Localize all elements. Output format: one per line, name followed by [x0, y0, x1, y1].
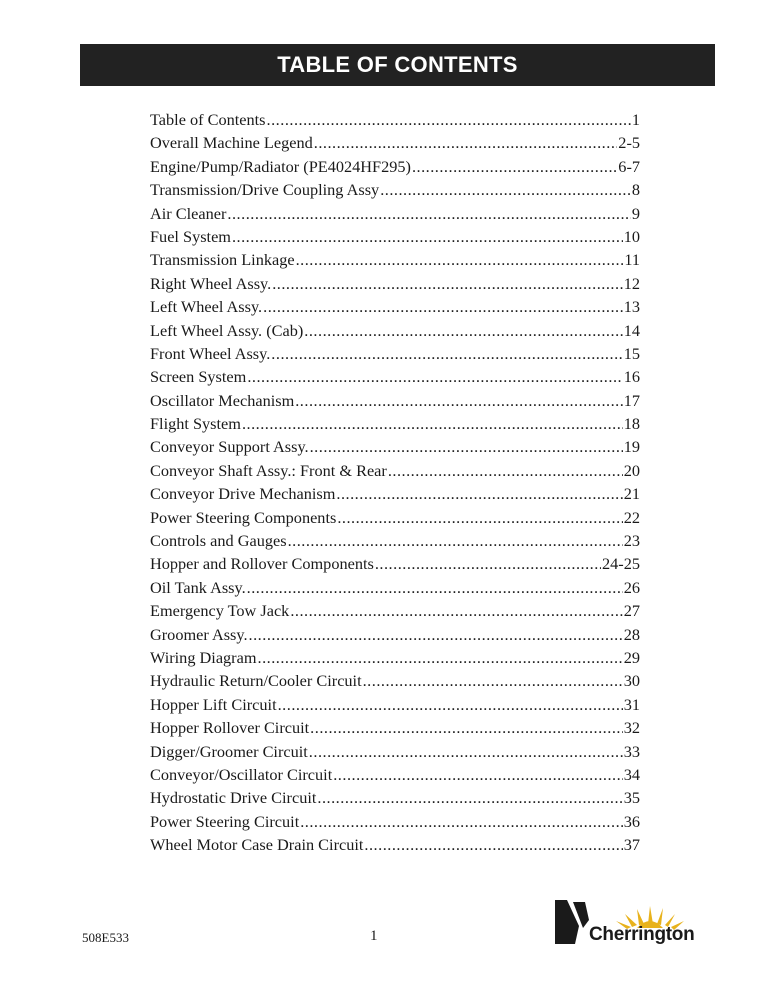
dot-leader [317, 786, 622, 809]
toc-entry [150, 295, 640, 318]
dot-leader [271, 342, 622, 365]
dot-leader [310, 716, 623, 739]
toc-entry-title: Conveyor Shaft Assy.: Front & Rear [150, 460, 387, 480]
toc-entry-page: 2-5 [618, 133, 640, 153]
toc-entry [150, 599, 640, 622]
toc-entry [150, 716, 640, 739]
dot-leader [333, 763, 622, 786]
toc-entry-title: Fuel System [150, 226, 231, 246]
toc-entry [150, 646, 640, 669]
dot-leader [388, 459, 623, 482]
toc-entry-page: 10 [623, 226, 640, 246]
toc-entry-page: 17 [623, 390, 640, 410]
toc-entry-title: Wiring Diagram [150, 647, 257, 667]
toc-entry-title: Transmission/Drive Coupling Assy [150, 180, 380, 200]
toc-entry-title: Emergency Tow Jack [150, 601, 290, 621]
toc-entry-title: Oil Tank Assy. [150, 577, 246, 597]
toc-entry [150, 342, 640, 365]
toc-entry-page: 14 [623, 320, 640, 340]
toc-entry-page: 13 [623, 297, 640, 317]
toc-entry-title: Flight System [150, 414, 241, 434]
title-banner [80, 44, 715, 86]
toc-entry-title: Right Wheel Assy. [150, 273, 272, 293]
toc-entry [150, 482, 640, 505]
toc-entry-title: Hopper and Rollover Components [150, 554, 374, 574]
toc-entry [150, 459, 640, 482]
toc-entry-page: 33 [623, 741, 640, 761]
document-code: 508E533 [82, 930, 129, 945]
dot-leader [363, 669, 623, 692]
toc-entry [150, 155, 640, 178]
toc-entry [150, 623, 640, 646]
toc-entry-page: 16 [623, 367, 640, 387]
dot-leader [249, 623, 623, 646]
toc-entry-page: 28 [623, 624, 640, 644]
dot-leader [337, 506, 622, 529]
toc-entry-page: 9 [631, 203, 640, 223]
toc-entry [150, 529, 640, 552]
toc-entry-title: Power Steering Circuit [150, 811, 300, 831]
dot-leader [247, 576, 623, 599]
toc-entry-title: Groomer Assy. [150, 624, 248, 644]
toc-entry-page: 30 [623, 671, 640, 691]
toc-entry-page: 24-25 [602, 554, 640, 574]
dot-leader [310, 435, 623, 458]
toc-entry-page: 11 [624, 250, 640, 270]
toc-entry [150, 810, 640, 833]
toc-entry-title: Air Cleaner [150, 203, 227, 223]
dot-leader [232, 225, 623, 248]
toc-entry [150, 412, 640, 435]
toc-entry-page: 18 [623, 414, 640, 434]
dot-leader [258, 646, 623, 669]
dot-leader [263, 295, 623, 318]
toc-entry-page: 22 [623, 507, 640, 527]
toc-entry-title: Power Steering Components [150, 507, 337, 527]
toc-entry [150, 319, 640, 342]
toc-entry-title: Hopper Lift Circuit [150, 694, 277, 714]
toc-entry [150, 435, 640, 458]
toc-entry-title: Screen System [150, 367, 247, 387]
table-of-contents [150, 108, 640, 857]
toc-entry-page: 12 [623, 273, 640, 293]
toc-entry-page: 21 [623, 484, 640, 504]
toc-entry [150, 248, 640, 271]
dot-leader [304, 319, 622, 342]
toc-entry-page: 20 [623, 460, 640, 480]
toc-entry [150, 108, 640, 131]
toc-entry [150, 178, 640, 201]
dot-leader [227, 202, 630, 225]
toc-entry-page: 15 [623, 343, 640, 363]
page-title: TABLE OF CONTENTS [277, 52, 518, 77]
toc-entry-title: Front Wheel Assy. [150, 343, 271, 363]
dot-leader [380, 178, 631, 201]
toc-entry [150, 552, 640, 575]
dot-leader [278, 693, 623, 716]
toc-entry-title: Hopper Rollover Circuit [150, 718, 310, 738]
toc-entry [150, 131, 640, 154]
toc-entry-title: Hydraulic Return/Cooler Circuit [150, 671, 362, 691]
toc-entry-page: 6-7 [618, 156, 640, 176]
toc-entry-page: 8 [631, 180, 640, 200]
dot-leader [336, 482, 622, 505]
dot-leader [300, 810, 623, 833]
toc-entry [150, 763, 640, 786]
toc-entry-title: Conveyor Drive Mechanism [150, 484, 336, 504]
toc-entry-page: 19 [623, 437, 640, 457]
toc-entry-page: 31 [623, 694, 640, 714]
toc-entry-title: Conveyor/Oscillator Circuit [150, 764, 333, 784]
toc-entry-title: Transmission Linkage [150, 250, 295, 270]
toc-entry [150, 389, 640, 412]
toc-entry-page: 36 [623, 811, 640, 831]
dot-leader [288, 529, 623, 552]
dot-leader [364, 833, 622, 856]
toc-entry-title: Oscillator Mechanism [150, 390, 295, 410]
toc-entry-page: 29 [623, 647, 640, 667]
dot-leader [296, 248, 624, 271]
toc-entry-page: 34 [623, 764, 640, 784]
toc-entry [150, 225, 640, 248]
toc-entry-page: 26 [623, 577, 640, 597]
toc-entry-page: 32 [623, 718, 640, 738]
dot-leader [309, 740, 623, 763]
dot-leader [242, 412, 623, 435]
toc-entry-page: 37 [623, 835, 640, 855]
toc-entry [150, 506, 640, 529]
toc-entry [150, 740, 640, 763]
dot-leader [247, 365, 622, 388]
toc-entry-title: Table of Contents [150, 110, 266, 129]
toc-entry-title: Overall Machine Legend [150, 133, 313, 153]
toc-entry [150, 786, 640, 809]
dot-leader [272, 272, 623, 295]
toc-entry-title: Left Wheel Assy. (Cab) [150, 320, 304, 340]
toc-entry [150, 693, 640, 716]
toc-entry-title: Digger/Groomer Circuit [150, 741, 308, 761]
dot-leader [375, 552, 601, 575]
slash-mark-icon [555, 900, 589, 944]
toc-entry-page: 1 [631, 110, 640, 129]
page-number: 1 [370, 928, 378, 944]
logo-wordmark: Cherrington [589, 924, 695, 945]
toc-entry-title: Hydrostatic Drive Circuit [150, 788, 317, 808]
dot-leader [314, 131, 618, 154]
toc-entry-title: Controls and Gauges [150, 531, 287, 551]
toc-entry-page: 27 [623, 601, 640, 621]
toc-entry-title: Conveyor Support Assy. [150, 437, 309, 457]
toc-entry [150, 576, 640, 599]
toc-entry [150, 833, 640, 856]
toc-entry [150, 365, 640, 388]
toc-entry-title: Wheel Motor Case Drain Circuit [150, 835, 364, 855]
dot-leader [267, 108, 631, 131]
toc-entry [150, 202, 640, 225]
toc-entry-page: 35 [623, 788, 640, 808]
dot-leader [412, 155, 617, 178]
dot-leader [290, 599, 622, 622]
dot-leader [295, 389, 622, 412]
toc-entry [150, 272, 640, 295]
toc-entry [150, 669, 640, 692]
toc-entry-page: 23 [623, 531, 640, 551]
toc-entry-title: Left Wheel Assy. [150, 297, 263, 317]
toc-entry-title: Engine/Pump/Radiator (PE4024HF295) [150, 156, 411, 176]
